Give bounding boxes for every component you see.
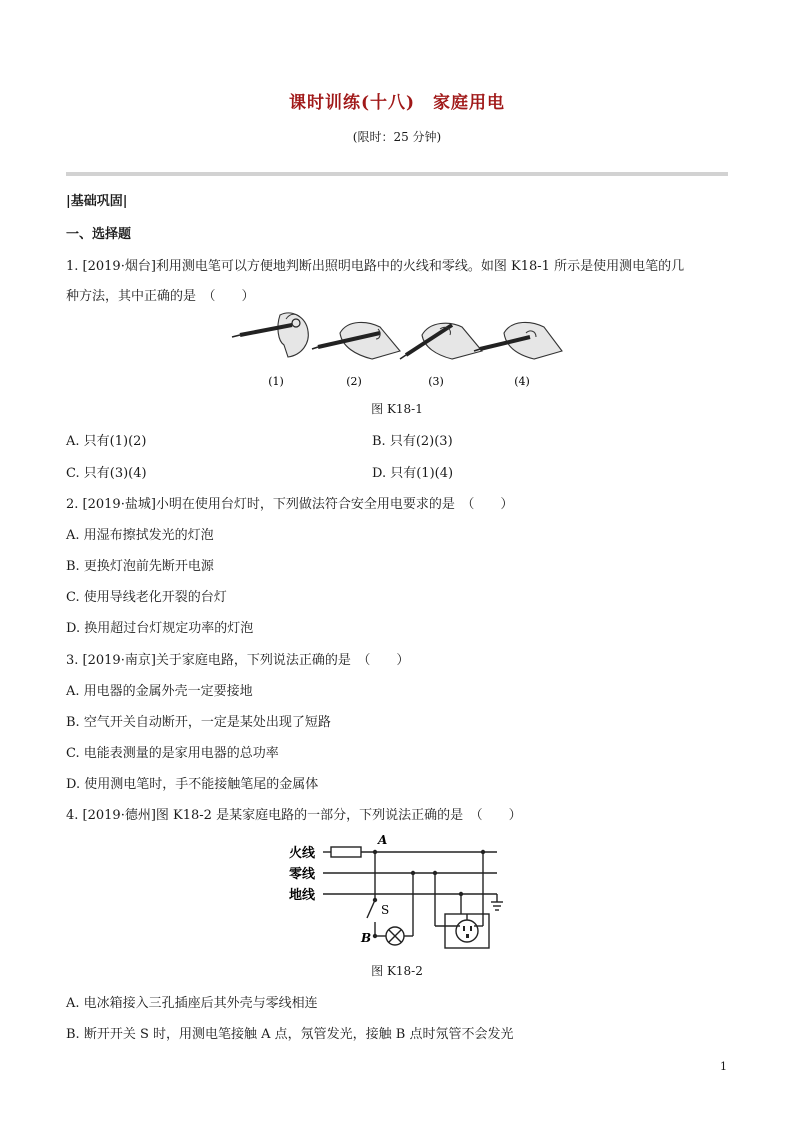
time-limit: (限时：25 分钟) xyxy=(352,130,442,144)
figure-k18-1 xyxy=(230,305,570,393)
q4-option-b: B. 断开开关 S 时，用测电笔接触 A 点，氖管发光，接触 B 点时氖管不会发光 xyxy=(66,1027,514,1042)
tester-method-2-illustration xyxy=(312,322,400,359)
q3-option-d: D. 使用测电笔时，手不能接触笔尾的金属体 xyxy=(66,777,319,792)
q2-option-c: C. 使用导线老化开裂的台灯 xyxy=(66,590,227,605)
point-b-label: B xyxy=(361,931,372,945)
q1-option-a: A. 只有(1)(2) xyxy=(66,434,147,449)
figure-k18-2-circuit xyxy=(285,830,515,952)
q2-option-d: D. 换用超过台灯规定功率的灯泡 xyxy=(66,621,254,636)
q3-option-c: C. 电能表测量的是家用电器的总功率 xyxy=(66,746,279,761)
section-heading: |基础巩固| xyxy=(66,194,128,209)
q3-text: 3. [2019·南京]关于家庭电路，下列说法正确的是 （ ） xyxy=(66,653,410,668)
live-wire-label: 火线 xyxy=(289,846,316,861)
q2-option-b: B. 更换灯泡前先断开电源 xyxy=(66,559,214,574)
fuse-box xyxy=(331,847,361,857)
q3-option-b: B. 空气开关自动断开，一定是某处出现了短路 xyxy=(66,715,331,730)
q2-text: 2. [2019·盐城]小明在使用台灯时，下列做法符合安全用电要求的是 （ ） xyxy=(66,497,514,512)
page-number: 1 xyxy=(720,1060,727,1073)
tester-method-4-illustration xyxy=(474,322,562,359)
q1-option-c: C. 只有(3)(4) xyxy=(66,466,147,481)
q1-text-line2: 种方法，其中正确的是 （ ） xyxy=(66,289,255,304)
part-heading: 一、选择题 xyxy=(66,227,132,242)
page-title: 课时训练(十八) 家庭用电 xyxy=(288,93,506,113)
fig1-label-2: (2) xyxy=(346,375,362,388)
switch-s-label: S xyxy=(381,903,390,917)
q3-option-a: A. 用电器的金属外壳一定要接地 xyxy=(66,684,253,699)
fig1-label-1: (1) xyxy=(268,375,284,388)
q1-option-b: B. 只有(2)(3) xyxy=(372,434,453,449)
neutral-wire-label: 零线 xyxy=(289,867,316,882)
header-divider xyxy=(66,172,728,176)
q2-option-a: A. 用湿布擦拭发光的灯泡 xyxy=(66,528,214,543)
tester-method-3-illustration xyxy=(400,323,482,359)
q1-text-line1: 1. [2019·烟台]利用测电笔可以方便地判断出照明电路中的火线和零线。如图 K18-1 所示是使用测电笔的几 xyxy=(66,259,685,274)
figure-k18-1-caption: 图 K18-1 xyxy=(371,402,423,416)
fig1-label-3: (3) xyxy=(428,375,444,388)
tester-method-1-illustration xyxy=(232,313,308,357)
point-a-label: A xyxy=(378,833,388,847)
q4-text: 4. [2019·德州]图 K18-2 是某家庭电路的一部分，下列说法正确的是 （ ） xyxy=(66,808,522,823)
fig1-label-4: (4) xyxy=(514,375,530,388)
ground-wire-label: 地线 xyxy=(289,888,316,903)
q1-option-d: D. 只有(1)(4) xyxy=(372,466,454,481)
figure-k18-2-caption: 图 K18-2 xyxy=(371,964,423,978)
q4-option-a: A. 电冰箱接入三孔插座后其外壳与零线相连 xyxy=(66,996,318,1011)
